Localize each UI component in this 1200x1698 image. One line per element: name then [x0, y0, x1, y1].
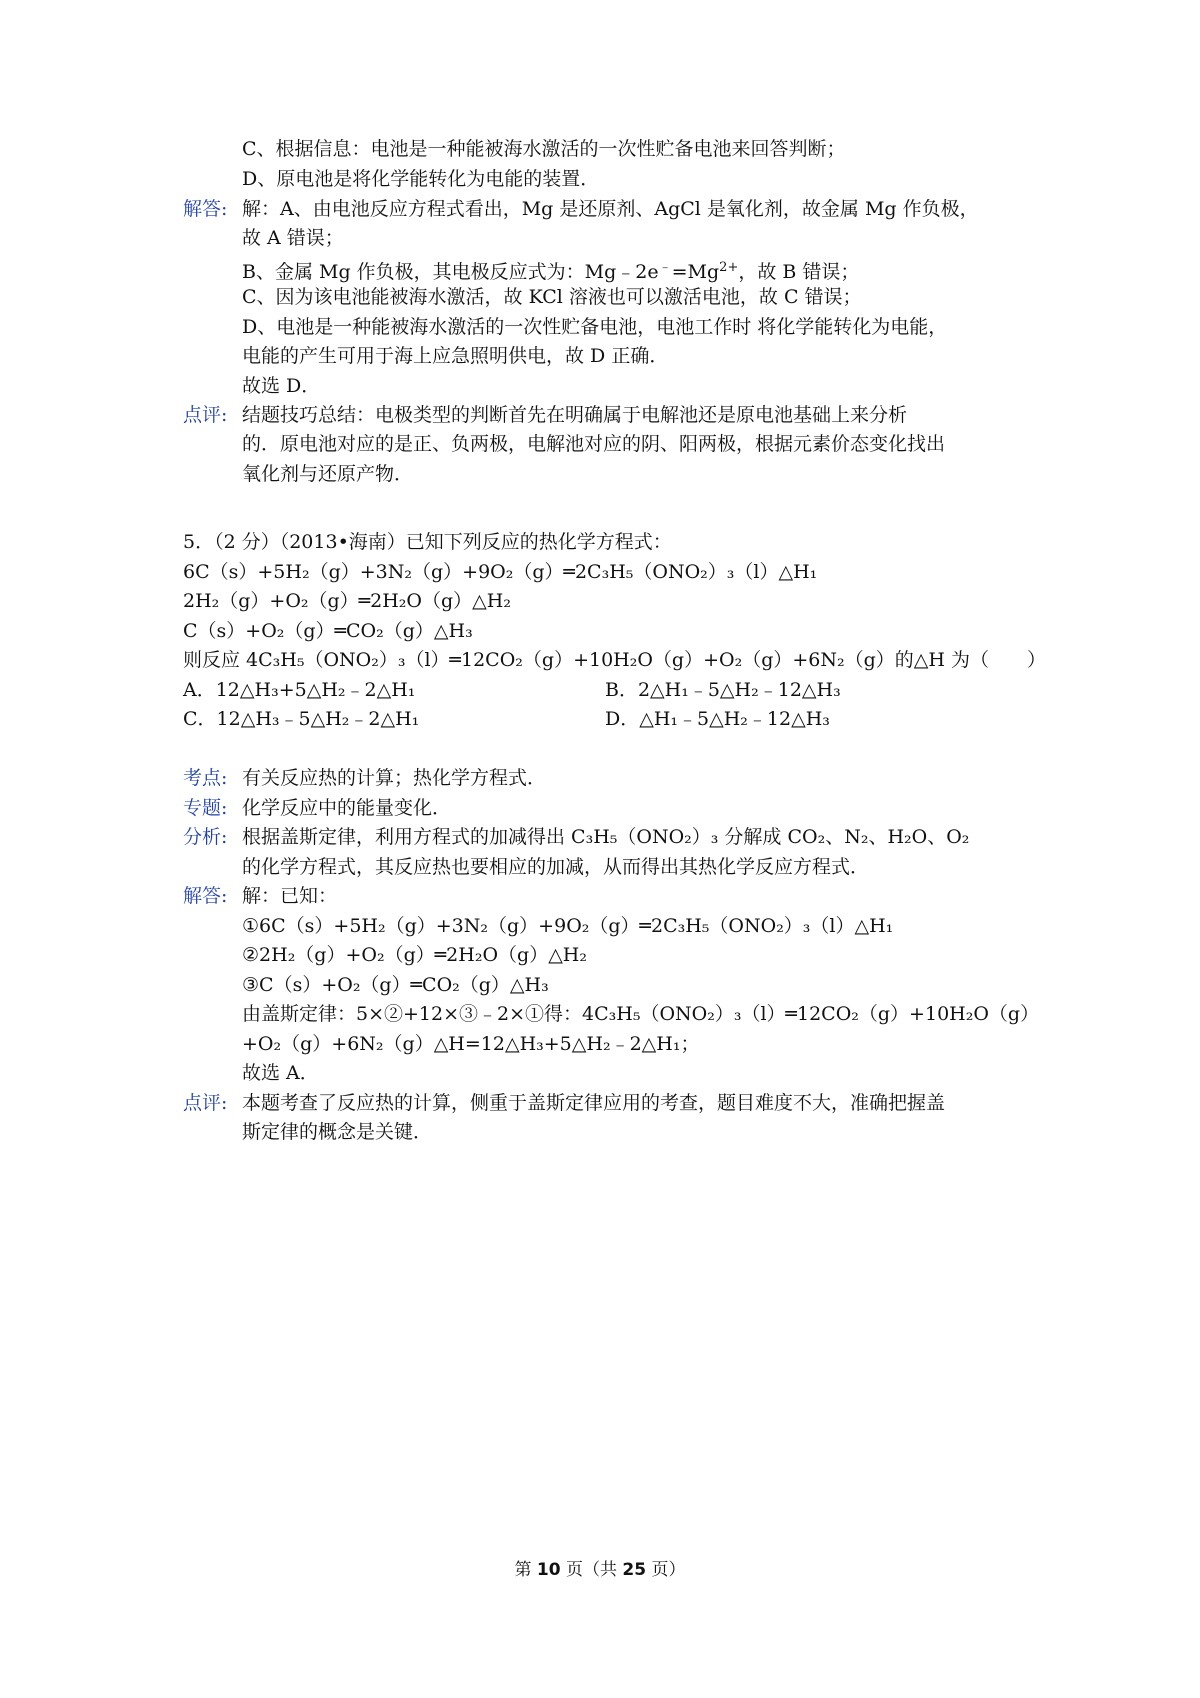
answer-option-d: D、电池是一种能被海水激活的一次性贮备电池，电池工作时 将化学能转化为电能， [242, 316, 948, 338]
answer-line: 解：A、由电池反应方程式看出，Mg 是还原剂、AgCl 是氧化剂，故金属 Mg 作负极， [242, 198, 979, 220]
answer-choice: 故选 D． [242, 375, 321, 397]
page-footer: 第 10 页（共 25 页） [514, 1560, 686, 1580]
label-answer: 解答: [183, 885, 228, 907]
question-stem: 5．（2 分）（2013•海南）已知下列反应的热化学方程式： [183, 531, 672, 553]
option-b: B．2△H₁﹣5△H₂﹣12△H₃ [605, 679, 841, 701]
option-a: A．12△H₃+5△H₂﹣2△H₁ [183, 679, 416, 701]
comment-line: 氧化剂与还原产物． [242, 463, 414, 485]
equation-2: 2H₂（g）+O₂（g）═2H₂O（g）△H₂ [183, 590, 511, 612]
key-point-text: 有关反应热的计算；热化学方程式． [242, 767, 547, 789]
hess-law-line: 由盖斯定律：5×②+12×③﹣2×①得：4C₃H₅（ONO₂）₃（l）═12CO₂（g）+10H₂O（g） [242, 1003, 1040, 1025]
option-c: C．12△H₃﹣5△H₂﹣2△H₁ [183, 708, 420, 730]
known-equation-1: ①6C（s）+5H₂（g）+3N₂（g）+9O₂（g）═2C₃H₅（ONO₂）₃（l）△H₁ [242, 915, 894, 937]
label-comment: 点评: [183, 404, 228, 426]
hess-law-line: +O₂（g）+6N₂（g）△H=12△H₃+5△H₂﹣2△H₁； [242, 1033, 700, 1055]
comment-line: 的．原电池对应的是正、负两极，电解池对应的阴、阳两极，根据元素价态变化找出 [242, 433, 946, 455]
answer-option-c: C、因为该电池能被海水激活，故 KCl 溶液也可以激活电池，故 C 错误； [242, 286, 862, 308]
question-ask: 则反应 4C₃H₅（ONO₂）₃（l）═12CO₂（g）+10H₂O（g）+O₂（g）+6N₂（g）的△H 为（ ） [183, 649, 1046, 671]
answer-choice: 故选 A． [242, 1062, 319, 1084]
label-key-point: 考点: [183, 767, 228, 789]
equation-1: 6C（s）+5H₂（g）+3N₂（g）+9O₂（g）═2C₃H₅（ONO₂）₃（l）△H₁ [183, 561, 818, 583]
analysis-line: 的化学方程式，其反应热也要相应的加减，从而得出其热化学反应方程式． [242, 856, 870, 878]
comment-line: 斯定律的概念是关键． [242, 1121, 433, 1143]
option-d: D．△H₁﹣5△H₂﹣12△H₃ [605, 708, 830, 730]
equation-3: C（s）+O₂（g）═CO₂（g）△H₃ [183, 620, 473, 642]
comment-line: 本题考查了反应热的计算，侧重于盖斯定律应用的考查，题目难度不大，准确把握盖 [242, 1092, 946, 1114]
total-page-number: 25 [622, 1560, 647, 1580]
current-page-number: 10 [536, 1560, 561, 1580]
topic-text: 化学反应中的能量变化． [242, 797, 452, 819]
known-equation-2: ②2H₂（g）+O₂（g）═2H₂O（g）△H₂ [242, 944, 587, 966]
answer-line: 故 A 错误； [242, 227, 344, 249]
label-topic: 专题: [183, 797, 228, 819]
answer-line: 解：已知： [242, 885, 338, 907]
analysis-option-d: D、原电池是将化学能转化为电能的装置． [242, 168, 600, 190]
answer-line: 电能的产生可用于海上应急照明供电，故 D 正确． [242, 345, 669, 367]
analysis-line: 根据盖斯定律，利用方程式的加减得出 C₃H₅（ONO₂）₃ 分解成 CO₂、N₂、H₂O、O₂ [242, 826, 970, 848]
answer-option-b: B、金属 Mg 作负极，其电极反应式为：$Mg﹣2e^﹣=Mg^{2+}$，故 B 错误； [242, 260, 860, 283]
known-equation-3: ③C（s）+O₂（g）═CO₂（g）△H₃ [242, 974, 549, 996]
label-analysis: 分析: [183, 826, 228, 848]
label-answer: 解答: [183, 198, 228, 220]
analysis-option-c: C、根据信息：电池是一种能被海水激活的一次性贮备电池来回答判断； [242, 138, 846, 160]
comment-line: 结题技巧总结：电极类型的判断首先在明确属于电解池还是原电池基础上来分析 [242, 404, 908, 426]
label-comment: 点评: [183, 1092, 228, 1114]
